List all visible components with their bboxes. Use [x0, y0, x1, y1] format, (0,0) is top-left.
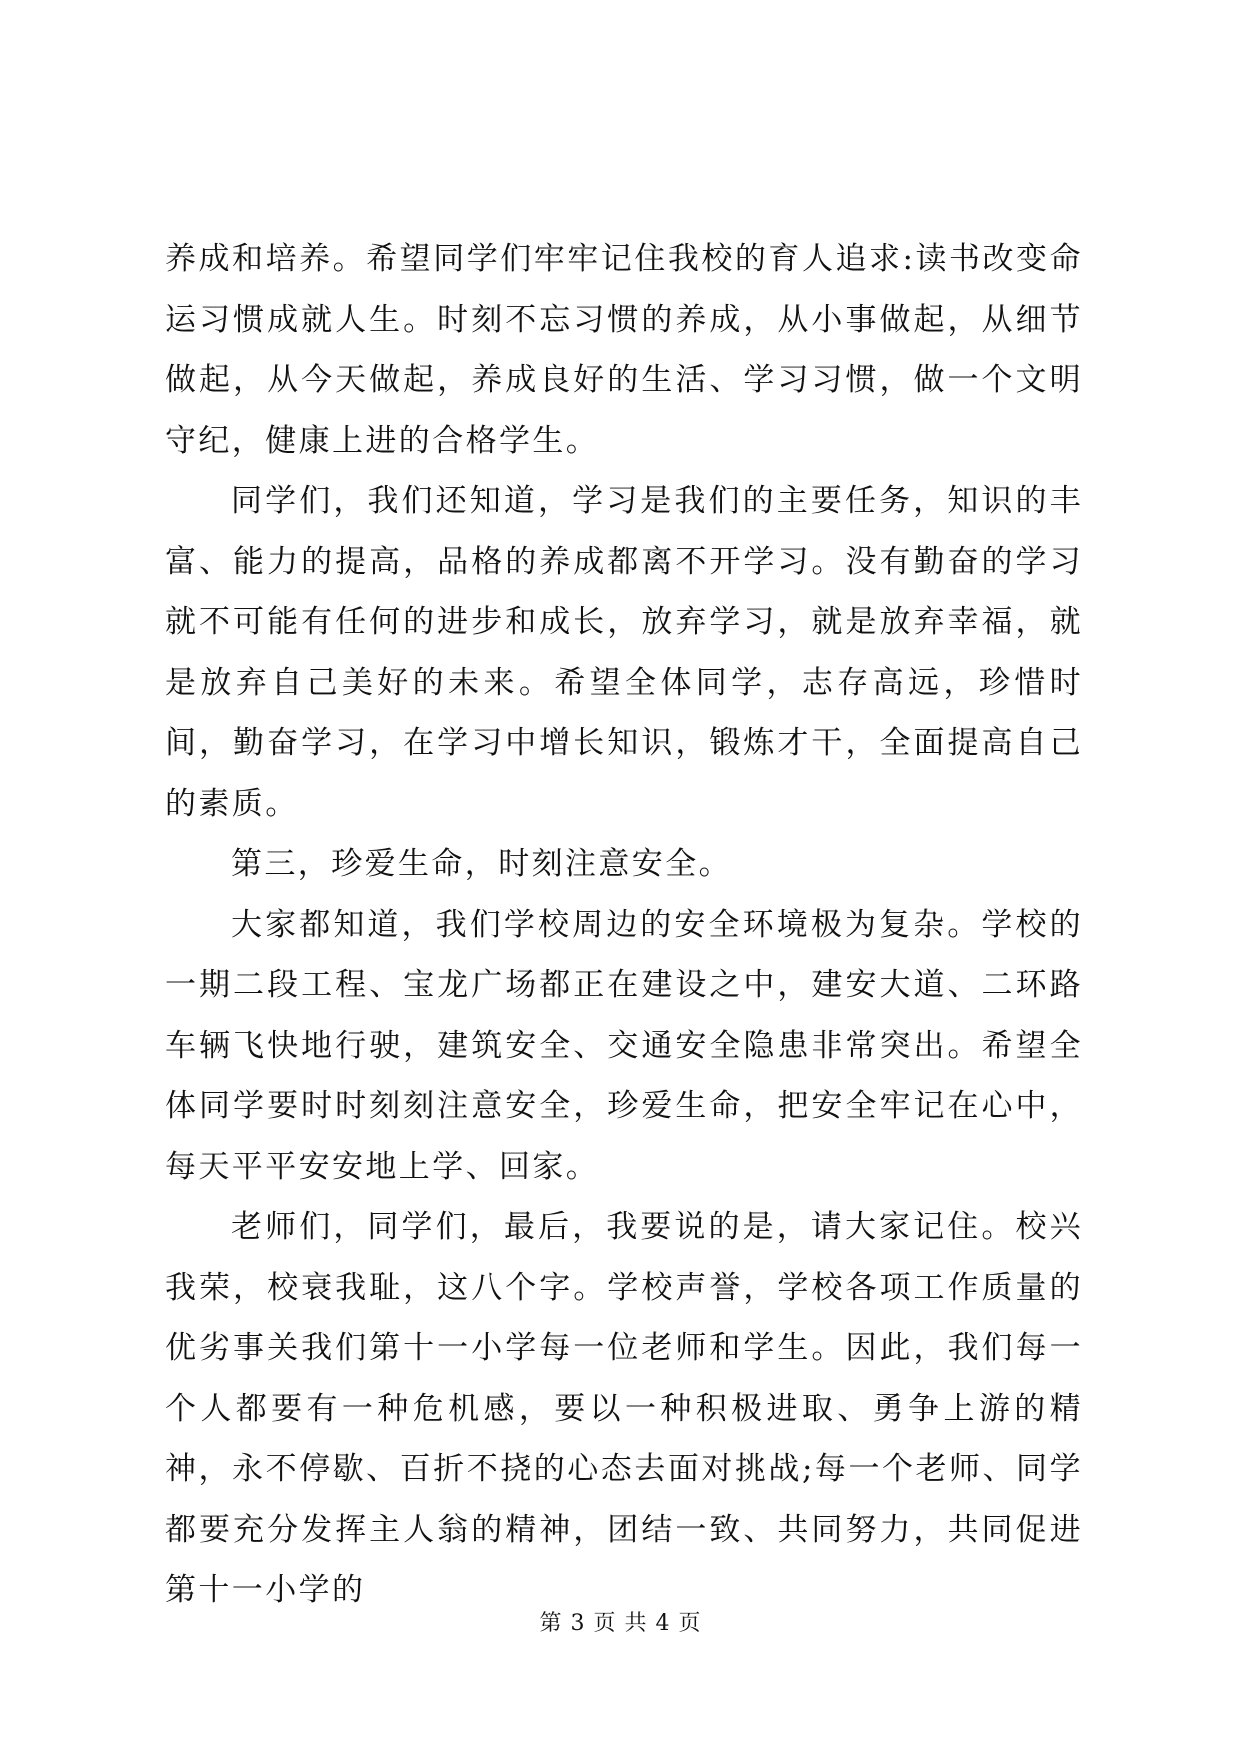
paragraph: 养成和培养。希望同学们牢牢记住我校的育人追求:读书改变命运习惯成就人生。时刻不忘习惯的养成，从小事做起，从细节做起，从今天做起，养成良好的生活、学习习惯，做一个文明守纪，健康上进的合格学生。 — [165, 241, 1083, 459]
paragraph: 老师们，同学们，最后，我要说的是，请大家记住。校兴我荣，校衰我耻，这八个字。学校声誉，学校各项工作质量的优劣事关我们第十一小学每一位老师和学生。因此，我们每一个人都要有一种危机感，要以一种积极进取、勇争上游的精神，永不停歇、百折不挠的心态去面对挑战;每一个老师、同学都要充分发挥主人翁的精神，团结一致、共同努力，共同促进第十一小学的 — [165, 1209, 1083, 1608]
document-body — [165, 229, 1083, 1621]
paragraph: 同学们，我们还知道，学习是我们的主要任务，知识的丰富、能力的提高，品格的养成都离不开学习。没有勤奋的学习就不可能有任何的进步和成长，放弃学习，就是放弃幸福，就是放弃自己美好的未来。希望全体同学，志存高远，珍惜时间，勤奋学习，在学习中增长知识，锻炼才干，全面提高自己的素质。 — [165, 483, 1083, 822]
page-number-footer: 第 3 页 共 4 页 — [539, 1611, 702, 1636]
paragraph: 大家都知道，我们学校周边的安全环境极为复杂。学校的一期二段工程、宝龙广场都正在建设之中，建安大道、二环路车辆飞快地行驶，建筑安全、交通安全隐患非常突出。希望全体同学要时时刻刻注意安全，珍爱生命，把安全牢记在心中，每天平平安安地上学、回家。 — [165, 906, 1083, 1185]
section-heading: 第三，珍爱生命，时刻注意安全。 — [231, 846, 732, 882]
